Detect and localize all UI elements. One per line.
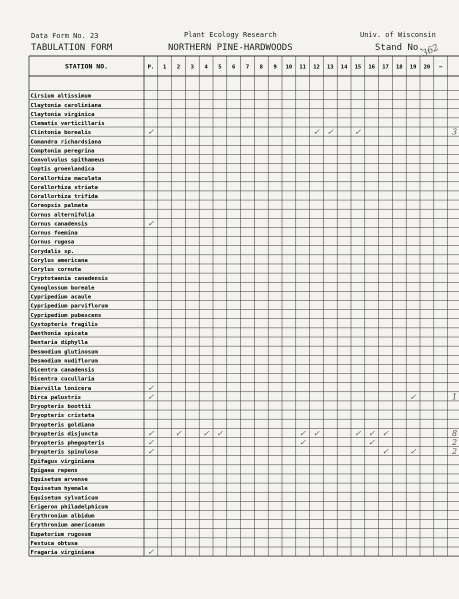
species-name: Diervilla lonicera: [30, 385, 92, 392]
species-name: Cornus rugosa: [30, 239, 75, 246]
species-name: Comandra richardsiana: [30, 139, 102, 146]
species-name: Claytonia caroliniana: [30, 102, 102, 109]
tally-mark: ✓: [354, 127, 362, 137]
species-name: Corylus cornuta: [30, 267, 82, 274]
column-header: 2: [176, 64, 181, 71]
species-name: Danthonia spicata: [30, 331, 88, 338]
form-title: TABULATION FORM: [31, 43, 113, 53]
species-name: Corallorhiza striata: [30, 184, 98, 191]
species-name: Dirca palustris: [30, 394, 82, 401]
species-name: Dryopteris spinulosa: [30, 449, 98, 456]
species-name: Equisetum arvense: [30, 477, 88, 484]
species-name: Cypripedium parviflorum: [30, 303, 108, 310]
column-header: 5: [218, 64, 222, 71]
tally-mark: ✓: [147, 438, 155, 448]
tally-mark: ✓: [382, 428, 389, 438]
species-name: Cornus alternifolia: [30, 212, 95, 219]
species-name: Cystopteris fragilis: [30, 321, 98, 328]
species-name: Fragaria virginiana: [30, 550, 95, 557]
tally-mark: 3: [451, 127, 458, 137]
species-name: Cypripedium acaule: [30, 294, 92, 301]
tally-mark: ✓: [147, 447, 155, 457]
tally-mark: ✓: [147, 127, 155, 137]
species-name: Desmodium glutinosum: [30, 349, 98, 356]
species-name: Coreopsis palmata: [30, 203, 88, 210]
column-header: 10: [285, 64, 293, 71]
tally-mark: 1: [451, 392, 458, 402]
university: Univ. of Wisconsin: [360, 31, 436, 39]
tally-mark: ✓: [326, 127, 334, 137]
tally-mark: ✓: [147, 392, 155, 402]
column-header: 16: [368, 64, 376, 71]
species-name: Epigaea repens: [30, 467, 78, 474]
tally-mark: ✓: [299, 428, 307, 438]
species-name: Corydalis sp.: [30, 248, 75, 255]
tally-mark: ✓: [368, 438, 376, 448]
species-name: Dryopteris disjuncta: [30, 431, 98, 438]
species-name: Clematis verticillaris: [30, 121, 105, 128]
station-header: STATION NO.: [64, 62, 109, 71]
species-name: Cryptotaenia canadensis: [30, 276, 108, 283]
species-name: Erythronium americanum: [30, 522, 105, 529]
species-name: Dryopteris phegopteris: [30, 440, 105, 447]
tally-mark: ✓: [313, 428, 320, 438]
tally-mark: ✓: [313, 127, 320, 137]
species-name: Eupatorium rugosum: [30, 531, 92, 538]
column-header: 7: [245, 64, 250, 71]
species-name: Desmodium nudiflorum: [30, 358, 98, 365]
stand-number: 362: [420, 42, 441, 60]
species-name: Cypripedium pubescens: [30, 312, 102, 319]
tally-mark: ✓: [409, 392, 417, 402]
column-header: 8: [259, 64, 263, 71]
column-header: 6: [232, 64, 236, 71]
species-name: Epifagus virginiana: [30, 458, 95, 465]
species-name: Erigeron philadelphicum: [30, 504, 108, 511]
column-header: 11: [299, 64, 307, 71]
species-name: Dentaria diphylla: [30, 340, 88, 347]
column-header: 13: [326, 64, 334, 71]
column-header: 19: [409, 64, 417, 71]
tally-mark: ✓: [202, 428, 210, 438]
species-name: Equisetum hyemale: [30, 486, 88, 493]
column-header: 17: [382, 64, 389, 71]
tally-mark: ✓: [147, 383, 155, 393]
species-name: Convolvulus spithameus: [30, 157, 105, 164]
species-name: Corallorhiza trifida: [30, 194, 98, 201]
species-name: Cornus foemina: [30, 230, 78, 237]
column-header: 12: [313, 64, 320, 71]
tally-mark: ✓: [299, 438, 307, 448]
form-number: Data Form No. 23: [31, 32, 99, 40]
species-name: Equisetum sylvaticum: [30, 495, 98, 502]
species-name: Clintonia borealis: [30, 130, 92, 137]
research-title: Plant Ecology Research: [184, 31, 277, 39]
column-header: 18: [395, 64, 403, 71]
column-header: –: [439, 64, 443, 71]
species-name: Coptis groenlandica: [30, 166, 95, 173]
column-header: 14: [340, 64, 348, 71]
column-header: 3: [190, 64, 194, 71]
stand-label: Stand No.: [375, 43, 424, 53]
species-name: Dicentra cucullaria: [30, 376, 95, 383]
tally-mark: 8: [451, 428, 458, 438]
species-name: Cornus canadensis: [30, 221, 88, 228]
species-name: Dryopteris cristata: [30, 413, 95, 420]
tally-mark: ✓: [354, 428, 362, 438]
tally-mark: ✓: [382, 447, 389, 457]
tally-mark: ✓: [216, 428, 224, 438]
tally-mark: ✓: [147, 218, 155, 228]
species-name: Corylus americana: [30, 257, 88, 264]
species-name: Dicentra canadensis: [30, 367, 95, 374]
column-header: 15: [354, 64, 362, 71]
species-name: Corallorhiza maculata: [30, 175, 102, 182]
column-header: P.: [147, 64, 155, 71]
community-title: NORTHERN PINE-HARDWOODS: [168, 43, 293, 53]
tally-mark: 2: [451, 438, 458, 448]
column-header: 4: [204, 64, 208, 71]
species-name: Festuca obtusa: [30, 541, 78, 547]
species-name: Erythronium albidum: [30, 513, 95, 520]
tally-mark: 2: [451, 447, 458, 457]
column-header: 9: [273, 64, 277, 71]
tally-mark: ✓: [368, 428, 376, 438]
species-name: Claytonia virginica: [30, 111, 95, 118]
tally-mark: ✓: [147, 547, 155, 557]
species-name: Comptonia peregrina: [30, 148, 95, 155]
species-name: Cirsium altissimum: [30, 93, 92, 100]
species-name: Dryopteris goldiana: [30, 422, 95, 429]
column-header: 20: [423, 64, 431, 71]
tally-mark: ✓: [409, 447, 417, 457]
column-header: 1: [163, 64, 167, 71]
tally-mark: ✓: [175, 428, 182, 438]
species-name: Cynoglossum boreale: [30, 285, 95, 292]
tally-mark: ✓: [147, 428, 155, 438]
species-name: Dryopteris boottii: [30, 404, 92, 411]
